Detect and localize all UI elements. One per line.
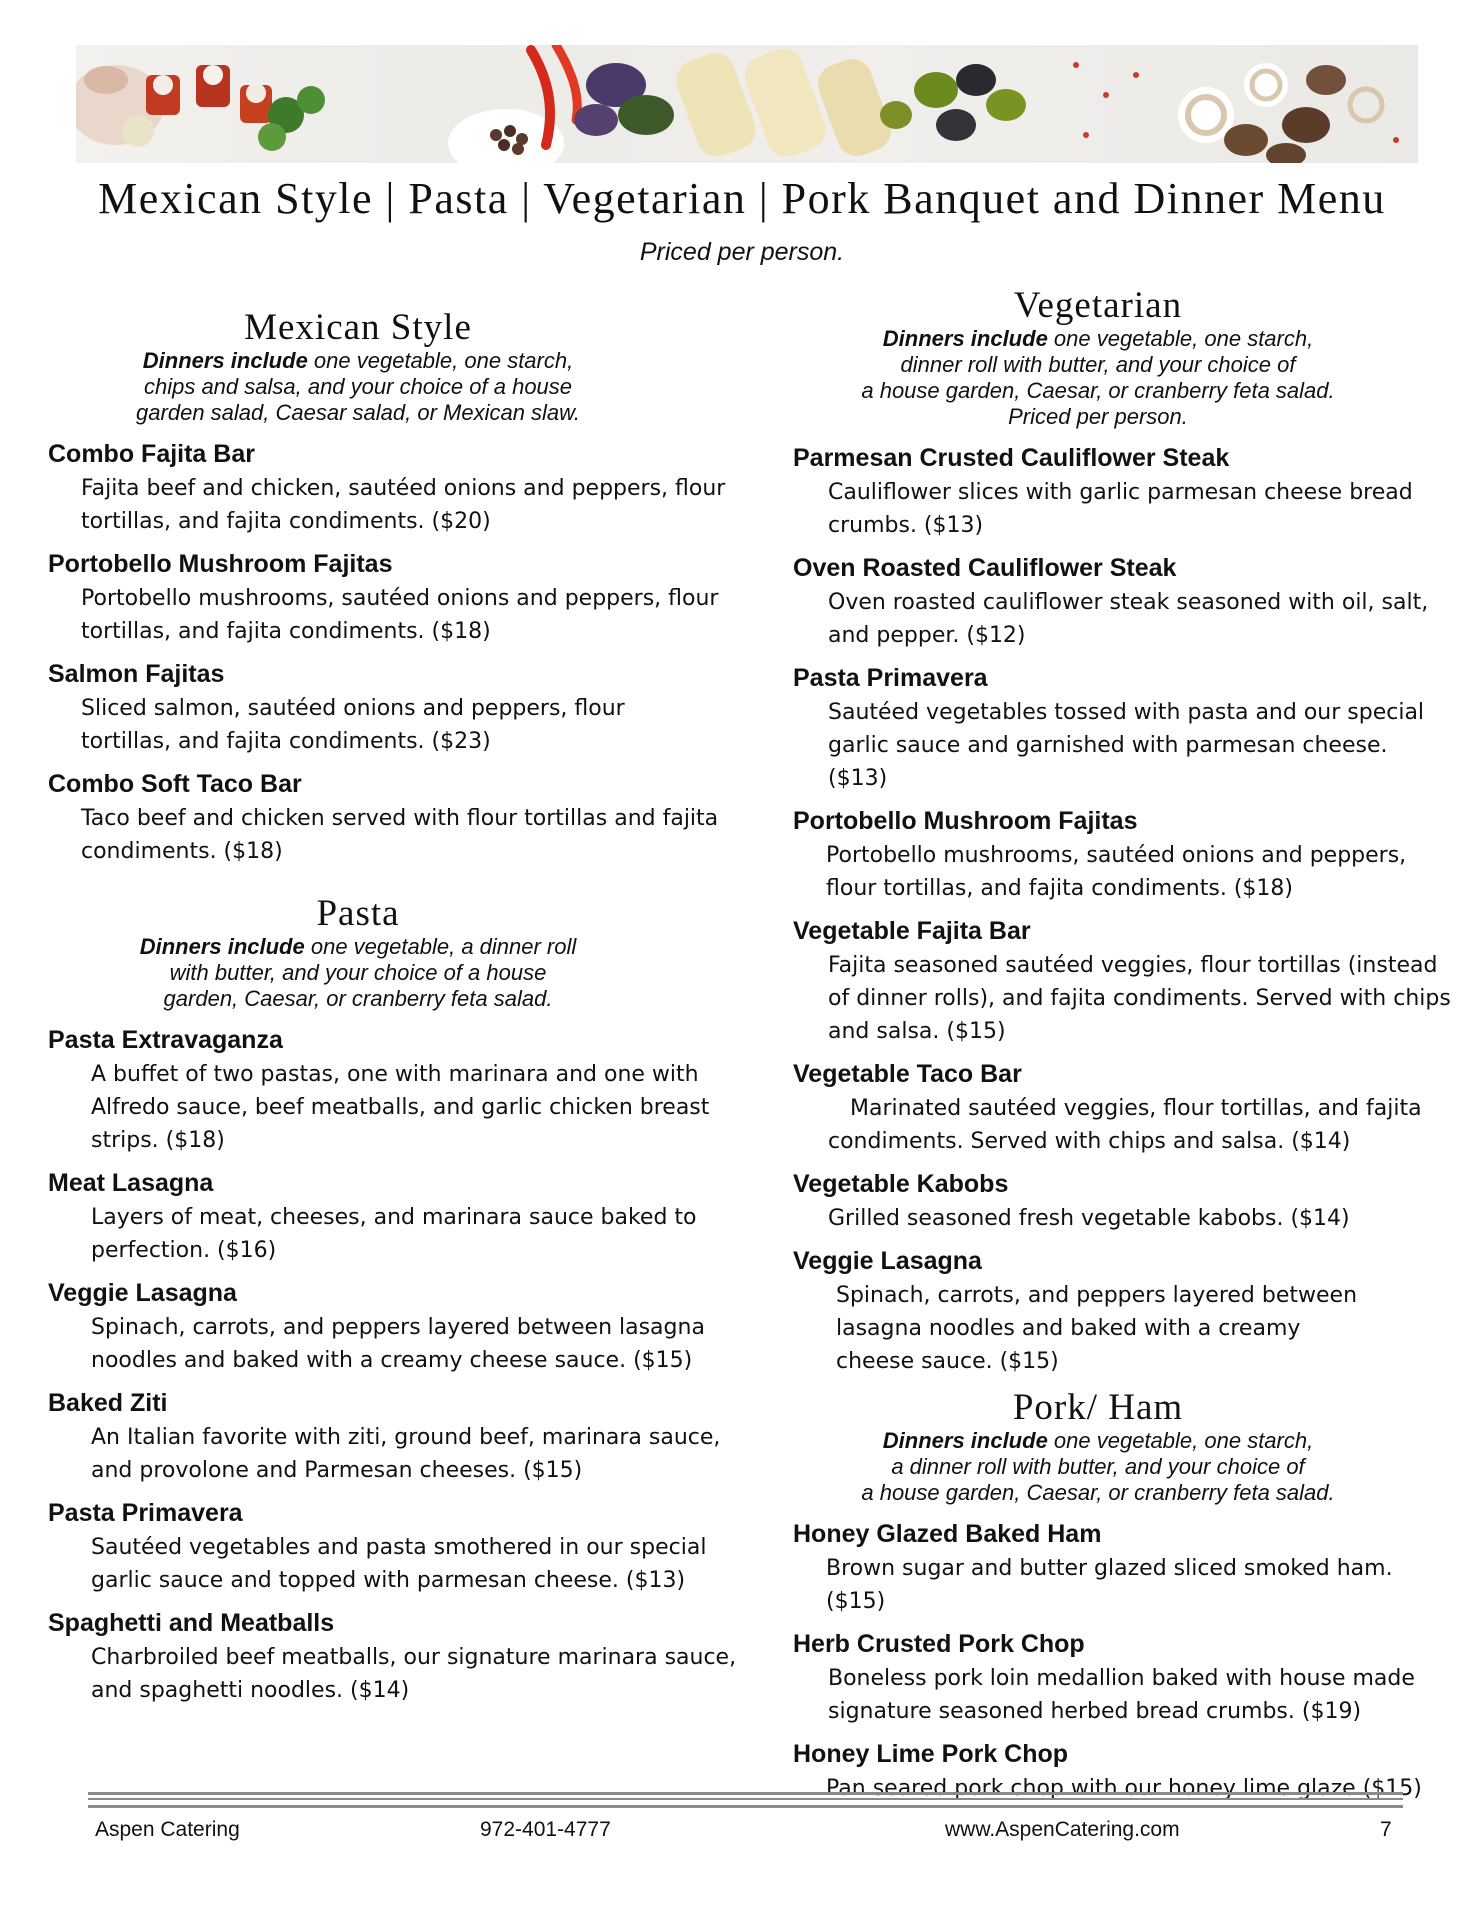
page-title: Mexican Style | Pasta | Vegetarian | Pork Banquet and Dinner Menu xyxy=(98,174,1386,223)
menu-item-desc: Boneless pork loin medallion baked with house made signature seasoned herbed bread crumbs. ($19) xyxy=(828,1666,1415,1724)
section-mexican-style xyxy=(48,308,738,868)
menu-item-desc: Cauliflower slices with garlic parmesan cheese bread crumbs. ($13) xyxy=(828,480,1413,538)
menu-item xyxy=(793,442,1453,542)
menu-item-desc: Sautéed vegetables and pasta smothered in our special garlic sauce and topped with parmesan cheese. ($13) xyxy=(91,1535,707,1593)
menu-item xyxy=(793,805,1453,905)
menu-item-desc: Brown sugar and butter glazed sliced smoked ham. ($15) xyxy=(826,1556,1393,1614)
menu-item xyxy=(793,1628,1453,1728)
section-vegetarian xyxy=(793,286,1453,1378)
footer-divider xyxy=(88,1792,1403,1808)
menu-item-name: Oven Roasted Cauliflower Steak xyxy=(793,554,1177,582)
menu-item xyxy=(48,1607,738,1707)
section-title-pork: Pork/ Ham xyxy=(1012,1387,1184,1428)
menu-item-name: Vegetable Fajita Bar xyxy=(793,917,1031,945)
menu-item xyxy=(48,1024,738,1157)
menu-item-name: Pasta Primavera xyxy=(793,664,988,692)
section-pasta xyxy=(48,894,738,1707)
menu-item xyxy=(48,1277,738,1377)
footer-website[interactable]: www.AspenCatering.com xyxy=(945,1818,1180,1841)
menu-item-name: Veggie Lasagna xyxy=(48,1279,237,1307)
menu-item-name: Meat Lasagna xyxy=(48,1169,214,1197)
footer-company: Aspen Catering xyxy=(95,1818,240,1841)
menu-item-name: Honey Lime Pork Chop xyxy=(793,1740,1069,1768)
right-column xyxy=(793,286,1453,1815)
menu-item-desc: Layers of meat, cheeses, and marinara sauce baked to perfection. ($16) xyxy=(91,1205,697,1263)
menu-item-desc: Pan seared pork chop with our honey lime glaze ($15) xyxy=(826,1776,1422,1801)
footer-page-number: 7 xyxy=(1380,1818,1392,1841)
menu-item-desc: Oven roasted cauliflower steak seasoned with oil, salt, and pepper. ($12) xyxy=(828,590,1429,648)
menu-item-desc: Charbroiled beef meatballs, our signature marinara sauce, and spaghetti noodles. ($14) xyxy=(91,1645,737,1703)
menu-item xyxy=(793,662,1453,795)
menu-item xyxy=(48,548,738,648)
menu-item-name: Vegetable Kabobs xyxy=(793,1170,1009,1198)
menu-item-desc: A buffet of two pastas, one with marinara and one with Alfredo sauce, beef meatballs, and garlic chicken breast strips. ($18) xyxy=(91,1062,710,1153)
menu-item-name: Portobello Mushroom Fajitas xyxy=(793,807,1138,835)
section-pork-ham xyxy=(793,1388,1453,1805)
menu-item-name: Combo Soft Taco Bar xyxy=(48,770,302,798)
menu-item-desc: Grilled seasoned fresh vegetable kabobs. ($14) xyxy=(828,1206,1350,1231)
menu-item-desc: An Italian favorite with ziti, ground beef, marinara sauce, and provolone and Parmesan cheeses. ($15) xyxy=(91,1425,721,1483)
menu-item xyxy=(793,1168,1453,1235)
menu-item-desc: Sautéed vegetables tossed with pasta and our special garlic sauce and garnished with parmesan cheese. ($13) xyxy=(828,700,1425,791)
footer-phone: 972-401-4777 xyxy=(480,1818,611,1841)
menu-item-name: Combo Fajita Bar xyxy=(48,440,255,468)
menu-item-desc: Portobello mushrooms, sautéed onions and peppers, flour tortillas, and fajita condiments. ($18) xyxy=(826,843,1407,901)
left-column xyxy=(48,308,738,1717)
menu-item-name: Veggie Lasagna xyxy=(793,1247,982,1275)
section-intro-mexican: Dinners include one vegetable, one starch, chips and salsa, and your choice of a house garden salad, Caesar salad, or Mexican slaw. xyxy=(136,348,580,425)
menu-item-desc: Spinach, carrots, and peppers layered between lasagna noodles and baked with a creamy cheese sauce. ($15) xyxy=(91,1315,705,1373)
food-banner-image xyxy=(76,45,1418,163)
food-banner-illustration xyxy=(76,45,1418,163)
menu-item-desc: Sliced salmon, sautéed onions and peppers, flour tortillas, and fajita condiments. ($23) xyxy=(81,696,625,754)
menu-item-name: Baked Ziti xyxy=(48,1389,168,1417)
menu-item xyxy=(48,658,738,758)
menu-item-desc: Portobello mushrooms, sautéed onions and peppers, flour tortillas, and fajita condiments. ($18) xyxy=(81,586,719,644)
menu-item xyxy=(48,1387,738,1487)
menu-item xyxy=(48,1167,738,1267)
menu-item-desc: Marinated sautéed veggies, flour tortillas, and fajita condiments. Served with chips and salsa. ($14) xyxy=(828,1096,1422,1154)
section-intro-pasta: Dinners include one vegetable, a dinner roll with butter, and your choice of a house garden, Caesar, or cranberry feta salad. xyxy=(139,934,577,1011)
menu-item-desc: Fajita seasoned sautéed veggies, flour tortillas (instead of dinner rolls), and fajita condiments. Served with chips and salsa. ($15) xyxy=(828,953,1451,1044)
menu-item-name: Vegetable Taco Bar xyxy=(793,1060,1022,1088)
menu-item xyxy=(793,1058,1453,1158)
menu-item xyxy=(48,438,738,538)
menu-item-name: Honey Glazed Baked Ham xyxy=(793,1520,1102,1548)
section-title-mexican: Mexican Style xyxy=(244,307,472,348)
section-title-pasta: Pasta xyxy=(316,893,400,934)
menu-item xyxy=(793,1518,1453,1618)
section-intro-pork: Dinners include one vegetable, one starch, a dinner roll with butter, and your choice of a house garden, Caesar, or cranberry feta salad. xyxy=(861,1428,1335,1505)
menu-item xyxy=(793,915,1453,1048)
menu-item-desc: Spinach, carrots, and peppers layered between lasagna noodles and baked with a creamy cheese sauce. ($15) xyxy=(836,1283,1358,1374)
menu-item-name: Salmon Fajitas xyxy=(48,660,225,688)
menu-item xyxy=(48,1497,738,1597)
menu-item-desc: Fajita beef and chicken, sautéed onions and peppers, flour tortillas, and fajita condiments. ($20) xyxy=(81,476,726,534)
menu-item-name: Portobello Mushroom Fajitas xyxy=(48,550,393,578)
section-title-vegetarian: Vegetarian xyxy=(1013,285,1183,326)
menu-item-name: Spaghetti and Meatballs xyxy=(48,1609,335,1637)
section-intro-vegetarian: Dinners include one vegetable, one starch, dinner roll with butter, and your choice of a house garden, Caesar, or cranberry feta salad. Priced per person. xyxy=(861,326,1335,429)
menu-item xyxy=(793,1245,1453,1378)
menu-item-desc: Taco beef and chicken served with flour tortillas and fajita condiments. ($18) xyxy=(81,806,719,864)
menu-item-name: Herb Crusted Pork Chop xyxy=(793,1630,1085,1658)
menu-item-name: Parmesan Crusted Cauliflower Steak xyxy=(793,444,1230,472)
menu-item-name: Pasta Extravaganza xyxy=(48,1026,283,1054)
menu-item xyxy=(48,768,738,868)
menu-item-name: Pasta Primavera xyxy=(48,1499,243,1527)
page-subtitle: Priced per person. xyxy=(639,238,845,266)
menu-item xyxy=(793,552,1453,652)
